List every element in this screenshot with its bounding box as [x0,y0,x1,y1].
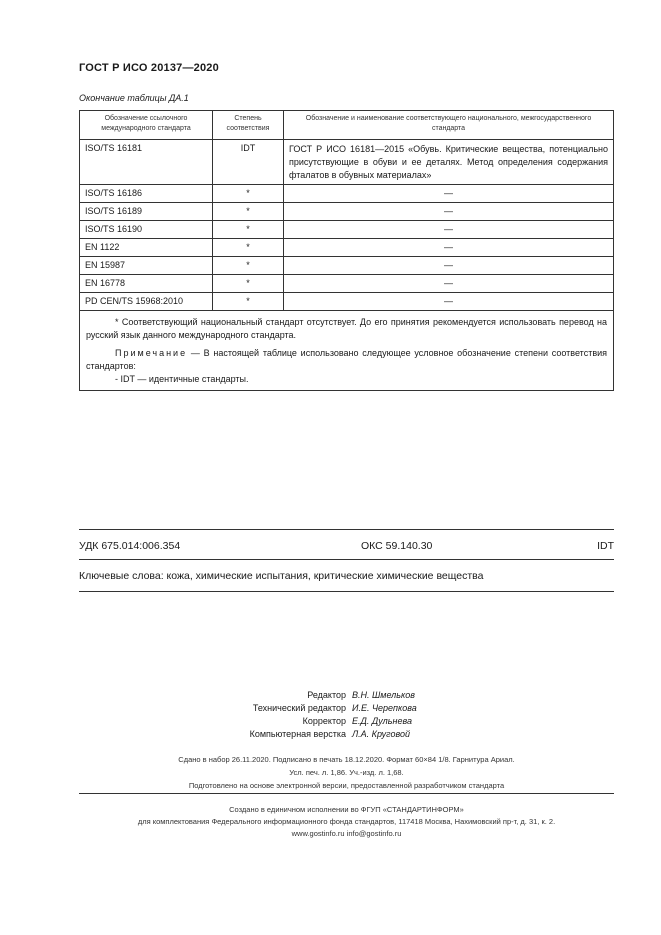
publisher-line3: www.gostinfo.ru info@gostinfo.ru [291,829,402,838]
cell-code: ISO/TS 16190 [80,221,213,239]
table-caption: Окончание таблицы ДА.1 [79,93,189,103]
note-label: Примечание [115,348,188,358]
cell-code: ISO/TS 16181 [80,140,213,185]
table-footnote: * Соответствующий национальный стандарт отсутствует. До его принятия рекомендуется использовать перевод на русский язык данного международного стандарта. [86,317,607,340]
print-info-line2: Усл. печ. л. 1,86. Уч.-изд. л. 1,68. [289,768,404,777]
cell-national-standard: ГОСТ Р ИСО 16181—2015 «Обувь. Критические вещества, потенциально присутствующие в обуви и ее деталях. Метод определения содержания фталатов в обувных материалах» [284,140,614,185]
publisher-line2: для комплектования Федерального информационного фонда стандартов, 117418 Москва, Нахимовский пр-т, д. 31, к. 2. [137,817,556,826]
cell-code: ISO/TS 16189 [80,203,213,221]
divider-top [79,529,614,530]
cell-degree: * [213,203,284,221]
column-header-reference: Обозначение ссылочного международного стандарта [80,111,213,140]
document-header-title: ГОСТ Р ИСО 20137—2020 [79,62,219,74]
credits-block [190,689,436,741]
cell-degree: * [213,293,284,311]
cell-code: EN 1122 [80,239,213,257]
divider-middle [79,559,614,560]
cell-national-standard: — [284,185,614,203]
cell-national-standard: — [284,203,614,221]
table-row [80,293,614,311]
publisher-line1: Создано в единичном исполнении во ФГУП «СТАНДАРТИНФОРМ» [229,805,464,814]
oks-code: ОКС 59.140.30 [361,540,433,552]
cell-national-standard: — [284,293,614,311]
note-item: - IDT — идентичные стандарты. [115,374,249,384]
table-row [80,140,614,185]
compliance-degree: IDT [597,540,614,552]
print-info-line3: Подготовлено на основе электронной версии, предоставленной разработчиком стандарта [188,781,505,790]
cell-national-standard: — [284,221,614,239]
table-row [80,185,614,203]
divider-bottom [79,591,614,592]
udk-code: УДК 675.014:006.354 [79,540,181,552]
cell-degree: * [213,239,284,257]
table-row [80,239,614,257]
cell-degree: * [213,257,284,275]
table-row [80,257,614,275]
publisher-info [79,804,614,840]
cell-national-standard: — [284,275,614,293]
cell-degree: IDT [213,140,284,185]
note-text: — В настоящей таблице использовано следующее условное обозначение степени соответствия стандартов: [86,348,607,371]
cell-code: EN 16778 [80,275,213,293]
credit-editor: Редактор В.Н. Шмельков [307,690,415,700]
cell-degree: * [213,275,284,293]
column-header-degree: Степень соответствия [213,111,284,140]
cell-code: EN 15987 [80,257,213,275]
standards-table [79,110,614,391]
table-header-row [80,111,614,140]
cell-code: PD CEN/TS 15968:2010 [80,293,213,311]
cell-degree: * [213,221,284,239]
keywords: Ключевые слова: кожа, химические испытания, критические химические вещества [79,570,484,582]
cell-national-standard: — [284,239,614,257]
table-note [86,347,607,373]
print-info [79,753,614,792]
cell-national-standard: — [284,257,614,275]
credit-tech-editor: Технический редактор И.Е. Черепкова [252,703,417,713]
table-row [80,221,614,239]
table-notes-cell [80,311,614,391]
print-info-line1: Сдано в набор 26.11.2020. Подписано в печать 18.12.2020. Формат 60×84 1/8. Гарнитура Ариал. [178,755,515,764]
credit-layout: Компьютерная верстка Л.А. Круговой [249,729,411,739]
table-row [80,275,614,293]
table-row [80,203,614,221]
column-header-national: Обозначение и наименование соответствующего национального, межгосударственного стандарта [284,111,614,140]
table-notes-row [80,311,614,391]
cell-code: ISO/TS 16186 [80,185,213,203]
divider-publisher [79,793,614,794]
credit-proofreader: Корректор Е.Д. Дульнева [302,716,412,726]
cell-degree: * [213,185,284,203]
